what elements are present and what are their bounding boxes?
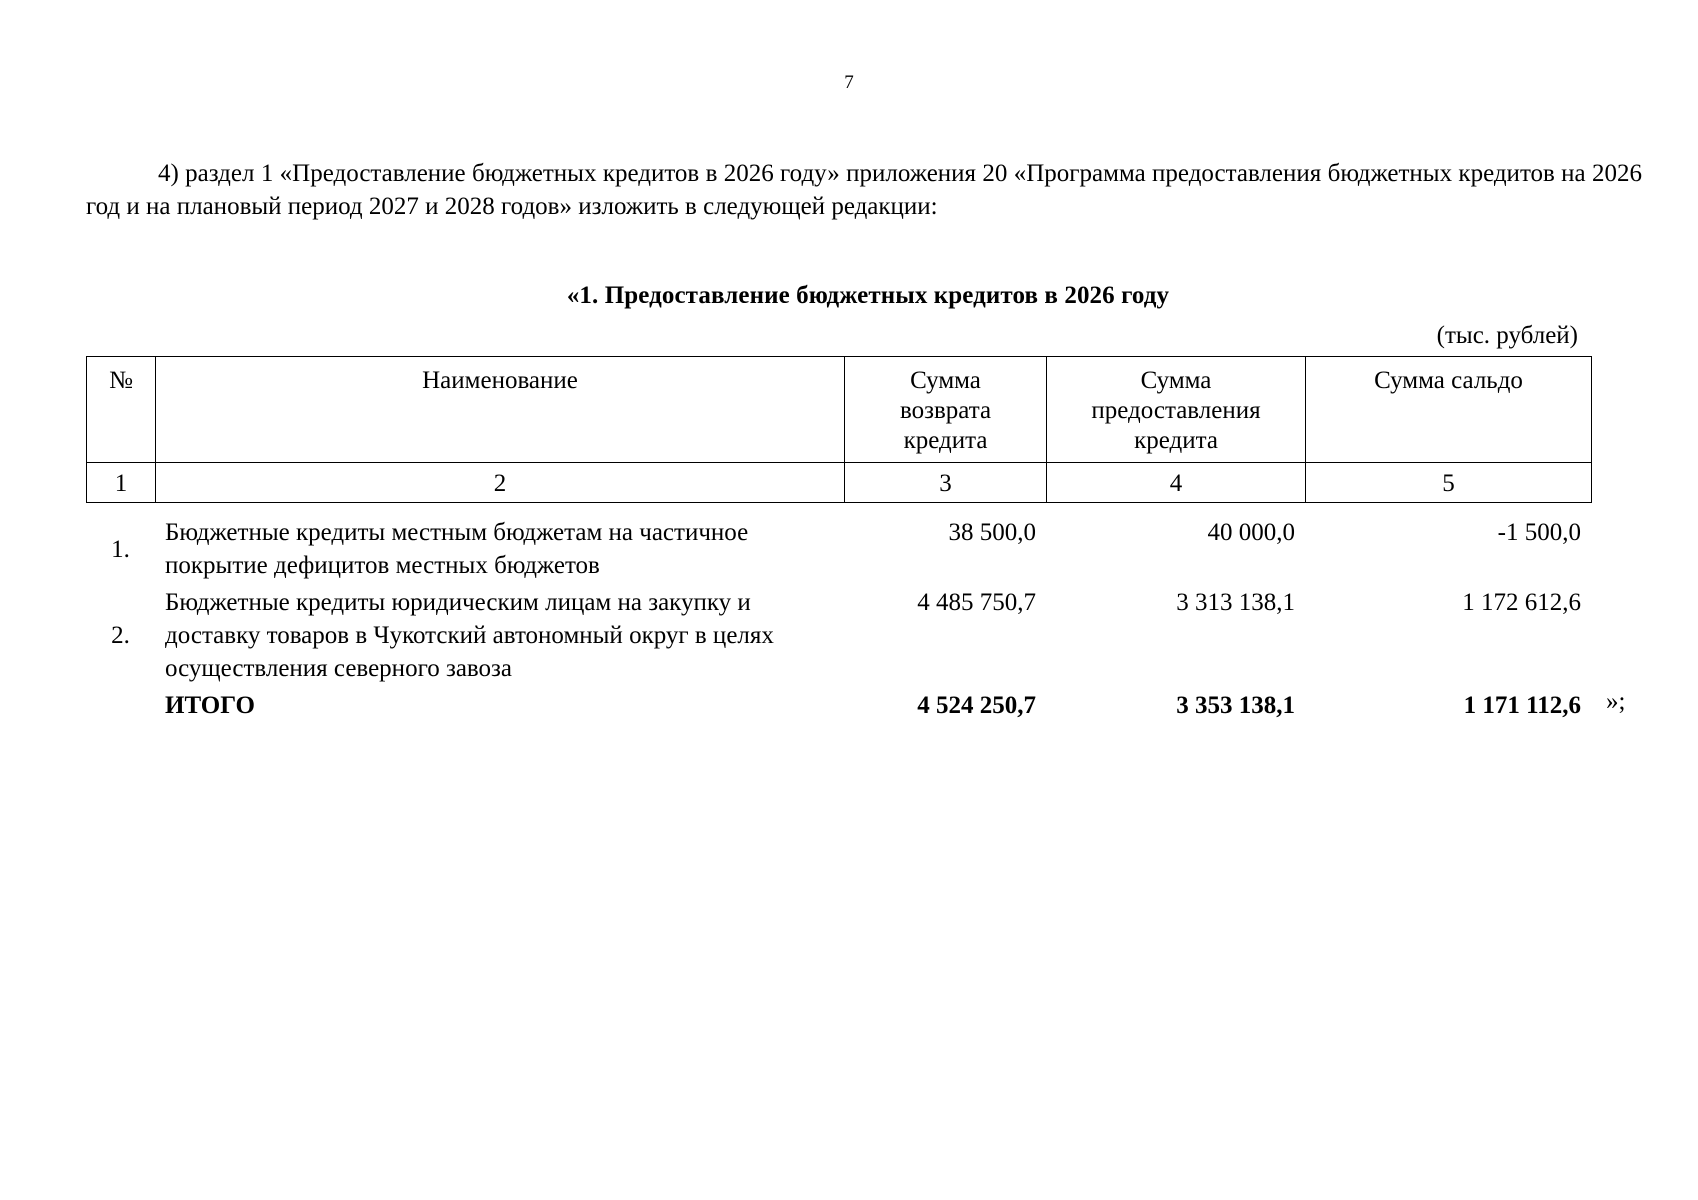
column-number: 5: [1306, 463, 1592, 503]
row-balance-sum: -1 500,0: [1497, 519, 1581, 546]
row-provide-sum: 3 313 138,1: [1176, 589, 1295, 616]
column-number: 1: [87, 463, 156, 503]
row-provide-sum: 40 000,0: [1207, 519, 1295, 546]
row-return-sum: 38 500,0: [948, 519, 1036, 546]
total-return-sum: 4 524 250,7: [917, 692, 1036, 719]
row-return-sum: 4 485 750,7: [917, 589, 1036, 616]
column-number: 2: [156, 463, 845, 503]
total-provide-sum: 3 353 138,1: [1176, 692, 1295, 719]
row-number: 1.: [111, 535, 130, 563]
table-header: [86, 356, 1592, 503]
header-provide-sum: Сумма предоставления кредита: [1047, 357, 1306, 463]
row-balance-sum: 1 172 612,6: [1462, 589, 1581, 616]
column-number: 4: [1047, 463, 1306, 503]
page-number: 7: [844, 72, 854, 93]
column-number-row: [87, 463, 1592, 503]
data-table: [86, 516, 1591, 726]
row-name: Бюджетные кредиты местным бюджетам на частичное покрытие дефицитов местных бюджетов: [165, 519, 749, 579]
total-label: ИТОГО: [165, 692, 255, 719]
total-balance-sum: 1 171 112,6: [1463, 692, 1581, 719]
header-num: №: [87, 357, 156, 463]
closing-quote: »;: [1606, 688, 1626, 715]
table-row: [86, 516, 1591, 586]
section-title: «1. Предоставление бюджетных кредитов в 2026 году: [566, 282, 1170, 309]
header-row: [87, 357, 1592, 463]
row-name: Бюджетные кредиты юридическим лицам на закупку и доставку товаров в Чукотский автономный округ в целях осуществления северного завоза: [165, 589, 774, 682]
row-number: 2.: [111, 622, 130, 649]
header-balance-sum: Сумма сальдо: [1306, 357, 1592, 463]
header-return-sum: Сумма возврата кредита: [845, 357, 1047, 463]
total-row: [86, 689, 1591, 726]
header-name: Наименование: [156, 357, 845, 463]
table-row: [86, 586, 1591, 689]
column-number: 3: [845, 463, 1047, 503]
intro-paragraph: 4) раздел 1 «Предоставление бюджетных кредитов в 2026 году» приложения 20 «Программа предоставления бюджетных кредитов на 2026 год и на плановый период 2027 и 2028 годов» изложить в следующей редакции:: [86, 160, 1642, 220]
units-label: (тыс. рублей): [1436, 322, 1578, 349]
